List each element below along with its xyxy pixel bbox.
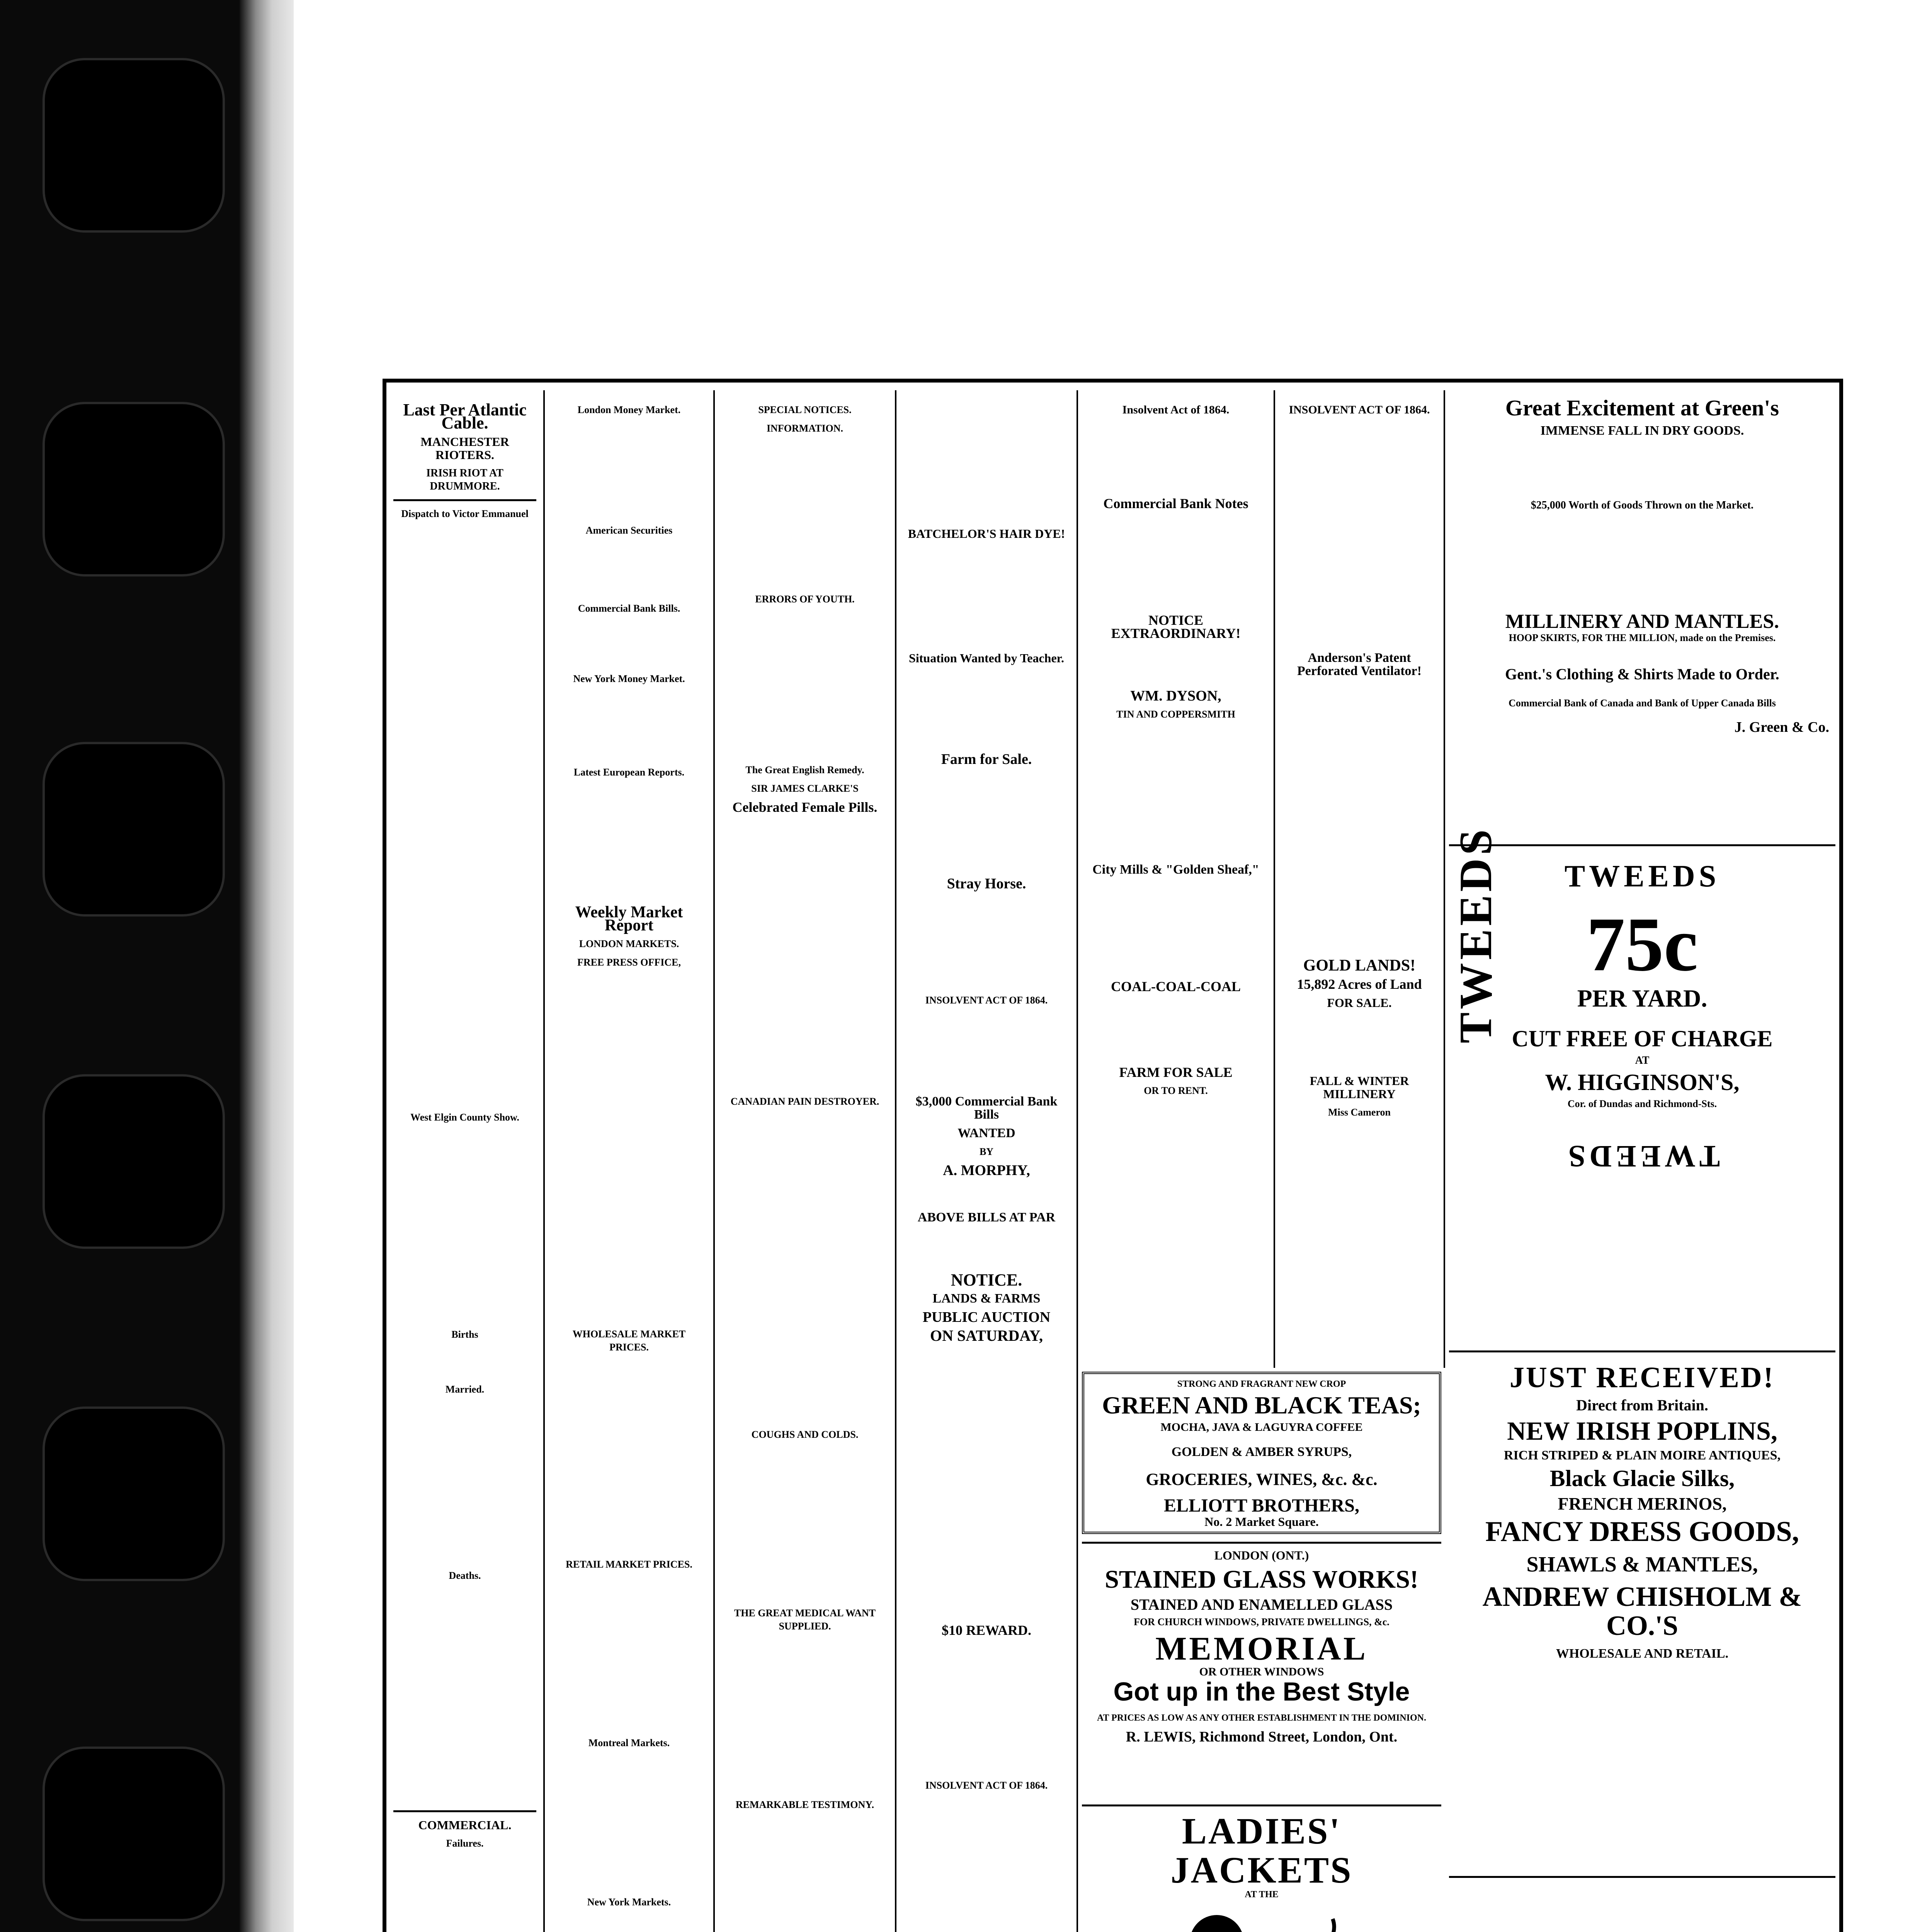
ad-line: HOOP SKIRTS, FOR THE MILLION, made on the Premises. [1509,632,1776,643]
section-heading: COMMERCIAL. [418,1818,512,1832]
article-body [903,1182,1070,1206]
section-heading: Births [451,1329,478,1340]
ad-title: TWEEDS [1564,1139,1720,1173]
tweeds-advertisement [1449,826,1835,1352]
article-body [552,621,706,667]
article-body [1085,515,1267,608]
column-5 [1078,390,1275,1368]
ad-firm: J. Green & Co. [1734,719,1829,736]
subhead: MANCHESTER RIOTERS. [420,435,509,462]
section-heading: Stray Horse. [947,876,1026,892]
section-heading: Commercial Bank Notes [1103,496,1248,511]
ad-title: GREEN AND BLACK TEAS; [1102,1391,1421,1419]
section-heading: FALL & WINTER MILLINERY [1310,1074,1409,1101]
section-heading: INSOLVENT ACT OF 1864. [925,995,1048,1006]
ad-title: Got up in the Best Style [1113,1677,1410,1706]
ad-line: AT PRICES AS LOW AS ANY OTHER ESTABLISHMENT IN THE DOMINION. [1097,1713,1426,1723]
ad-title: LADIES' JACKETS [1170,1810,1353,1891]
ad-firm: R. LEWIS, Richmond Street, London, Ont. [1126,1728,1398,1745]
section-heading: Celebrated Female Pills. [732,799,878,815]
article-body [393,1129,536,1323]
lion-icon [1180,1903,1342,1932]
ad-line: OR OTHER WINDOWS [1199,1665,1324,1679]
column-6 [1275,390,1445,1368]
article-body [903,896,1070,988]
article-body [393,1588,536,1804]
ad-line: MOCHA, JAVA & LAGUYRA COFFEE [1160,1421,1363,1434]
section-heading: THE GREAT MEDICAL WANT SUPPLIED. [734,1607,876,1632]
article-body [393,1855,536,1932]
section-heading: CANADIAN PAIN DESTROYER. [730,1096,879,1107]
section-heading: BY [979,1146,994,1157]
article-body [903,771,1070,872]
greens-advertisement [1449,390,1835,846]
ad-body [1455,643,1829,666]
ad-title: FANCY DRESS GOODS, [1485,1516,1799,1548]
section-heading: ERRORS OF YOUTH. [755,594,855,605]
ad-line: RICH STRIPED & PLAIN MOIRE ANTIQUES, [1504,1448,1781,1463]
ad-firm: ELLIOTT BROTHERS, [1164,1495,1359,1516]
section-heading: OR TO RENT. [1144,1085,1208,1096]
section-heading: Insolvent Act of 1864. [1122,403,1230,416]
article-body [552,784,706,900]
section-heading: Deaths. [449,1570,481,1581]
ad-side-text: TWEEDS [1450,826,1501,1043]
film-edge [240,0,294,1932]
article-body [393,1347,536,1378]
section-heading: Commercial Bank Bills. [578,603,680,614]
ad-title: Black Glacie Silks, [1549,1465,1735,1491]
section-heading: WHOLESALE MARKET PRICES. [572,1328,686,1353]
article-body [393,1401,536,1564]
section-heading: NOTICE EXTRAORDINARY! [1111,612,1241,641]
ad-body [1455,682,1829,698]
ad-line: Commercial Bank of Canada and Bank of Upper Canada Bills [1509,697,1776,709]
article-body [903,1012,1070,1090]
column-2 [545,390,715,1932]
article-body [552,422,706,519]
column-4 [896,390,1078,1932]
section-heading: RETAIL MARKET PRICES. [566,1559,692,1570]
ad-line: $25,000 Worth of Goods Thrown on the Market. [1531,499,1754,511]
section-heading: Weekly Market Report [575,903,683,934]
sprocket-hole [43,1074,225,1249]
section-heading: GOLD LANDS! [1303,957,1416,975]
article-body [552,543,706,597]
article-body [552,1577,706,1731]
ad-title: NEW IRISH POPLINS, [1507,1416,1777,1446]
section-heading: SPECIAL NOTICES. [758,404,852,415]
sprocket-hole [43,1747,225,1921]
section-heading: Failures. [446,1838,484,1849]
section-heading: FOR SALE. [1327,996,1392,1010]
section-heading: COAL-COAL-COAL [1111,979,1241,994]
column-1 [386,390,545,1932]
article-body [1085,882,1267,975]
ad-line: No. 2 Market Square. [1204,1515,1319,1529]
ladies-jackets-advertisement [1082,1804,1441,1932]
sprocket-hole [43,742,225,917]
section-heading: Latest European Reports. [573,767,685,778]
section-heading: ABOVE BILLS AT PAR [917,1210,1056,1225]
ad-title: MEMORIAL [1155,1630,1368,1667]
film-strip [0,0,294,1932]
article-body [552,691,706,760]
section-heading: London Money Market. [577,404,681,415]
article-body [722,819,888,1090]
section-heading: LANDS & FARMS [932,1291,1041,1306]
newspaper-page [383,379,1843,1932]
article-body [1282,683,1437,954]
section-heading: $3,000 Commercial Bank Bills [915,1094,1058,1122]
section-heading: WANTED [957,1126,1015,1140]
ad-line: Cor. of Dundas and Richmond-Sts. [1567,1098,1717,1109]
ad-line: STRONG AND FRAGRANT NEW CROP [1177,1379,1346,1389]
section-heading: ON SATURDAY, [930,1327,1043,1344]
article-body [903,546,1070,646]
ad-body [1455,511,1829,611]
article-body [722,1114,888,1423]
section-heading: Anderson's Patent Perforated Ventilator! [1297,651,1422,678]
sprocket-hole [43,58,225,233]
article-body [1282,422,1437,646]
ad-firm: W. HIGGINSON'S, [1545,1069,1740,1095]
section-heading: FREE PRESS OFFICE, [577,957,681,968]
article-body [903,670,1070,747]
ad-line: IMMENSE FALL IN DRY GOODS. [1540,423,1744,438]
sprocket-hole [43,1406,225,1581]
headline: Last Per Atlantic Cable. [403,400,527,432]
section-heading: New York Money Market. [573,673,685,684]
section-heading: WM. DYSON, [1130,688,1221,704]
sprocket-hole [43,402,225,577]
ad-line: LONDON (ONT.) [1214,1548,1309,1562]
section-heading: West Elgin County Show. [410,1112,519,1123]
stained-glass-advertisement [1082,1542,1441,1797]
article-body [903,1642,1070,1774]
murray-advertisement [1449,1882,1835,1932]
ad-title: MILLINERY AND MANTLES. [1505,610,1779,633]
article-body [722,1817,888,1932]
section-heading: SIR JAMES CLARKE'S [751,783,859,794]
ad-line: FRENCH MERINOS, [1558,1493,1727,1514]
article-body [552,975,706,1322]
subhead: IRISH RIOT AT DRUMMORE. [426,467,503,492]
section-heading: REMARKABLE TESTIMONY. [735,1799,874,1810]
article-body [1282,1015,1437,1069]
ad-title: 75c [1586,902,1698,987]
section-heading: NOTICE. [951,1270,1022,1289]
divider [393,499,536,501]
article-body [552,1914,706,1932]
article-body [722,611,888,758]
section-heading: New York Markets. [587,1896,671,1908]
article-body [1085,726,1267,858]
ad-line: Gent.'s Clothing & Shirts Made to Order. [1505,665,1779,683]
tea-advertisement [1082,1372,1441,1534]
divider [393,1810,536,1812]
article-body [552,1755,706,1890]
ad-line: FOR CHURCH WINDOWS, PRIVATE DWELLINGS, &c. [1134,1616,1389,1628]
ad-line: Direct from Britain. [1576,1396,1708,1414]
article-body [722,1447,888,1601]
section-heading: A. MORPHY, [943,1162,1030,1179]
section-heading: $10 REWARD. [941,1622,1031,1638]
article-body [1085,645,1267,684]
ad-line: GOLDEN & AMBER SYRUPS, [1171,1444,1352,1459]
ad-line: SHAWLS & MANTLES, [1526,1552,1758,1577]
article-body [1085,998,1267,1060]
ad-title: Great Excitement at Green's [1505,395,1779,420]
section-heading: Montreal Markets. [588,1737,670,1748]
article-body [903,398,1070,522]
ad-line: AT THE [1245,1889,1279,1900]
article-body [393,526,536,1105]
section-heading: Miss Cameron [1328,1107,1391,1118]
column-3 [715,390,896,1932]
ad-body [1455,442,1829,500]
ad-line: PER YARD. [1577,985,1708,1012]
article-body [722,440,888,587]
section-heading: FARM FOR SALE [1119,1065,1233,1080]
section-heading: BATCHELOR'S HAIR DYE! [908,527,1065,541]
ad-firm: ANDREW CHISHOLM & CO.'S [1482,1581,1802,1641]
article-body [552,1359,706,1553]
ad-title: TWEEDS [1564,859,1720,893]
lion-illustration [1087,1903,1436,1932]
section-heading: TIN AND COPPERSMITH [1116,709,1235,720]
section-heading: Dispatch to Victor Emmanuel [401,508,529,519]
ad-line: STAINED AND ENAMELLED GLASS [1130,1595,1393,1613]
ad-line: AT [1635,1054,1650,1067]
section-heading: American Securities [585,525,673,536]
section-heading: COUGHS AND COLDS. [751,1429,859,1440]
article-body [1085,422,1267,492]
ad-title: JUST RECEIVED! [1510,1361,1775,1394]
section-heading: City Mills & "Golden Sheaf," [1092,862,1259,877]
chisholm-advertisement [1449,1356,1835,1878]
section-heading: INSOLVENT ACT OF 1864. [1289,403,1430,416]
section-heading: Married. [445,1384,485,1395]
ad-line: CUT FREE OF CHARGE [1512,1026,1773,1052]
section-heading: Farm for Sale. [941,751,1032,767]
ad-line: GROCERIES, WINES, &c. &c. [1146,1469,1378,1489]
article-body [903,1230,1070,1268]
section-heading: INFORMATION. [766,423,844,434]
article-body [722,1638,888,1793]
article-body [903,1348,1070,1618]
section-heading: INSOLVENT ACT OF 1864. [925,1780,1048,1791]
ad-title: STAINED GLASS WORKS! [1105,1565,1418,1594]
ad-line: WHOLESALE AND RETAIL. [1556,1646,1729,1661]
section-heading: PUBLIC AUCTION [922,1309,1051,1325]
section-heading: LONDON MARKETS. [579,938,679,949]
section-heading: 15,892 Acres of Land [1297,976,1422,992]
section-heading: The Great English Remedy. [745,764,864,776]
section-heading: Situation Wanted by Teacher. [909,651,1064,665]
